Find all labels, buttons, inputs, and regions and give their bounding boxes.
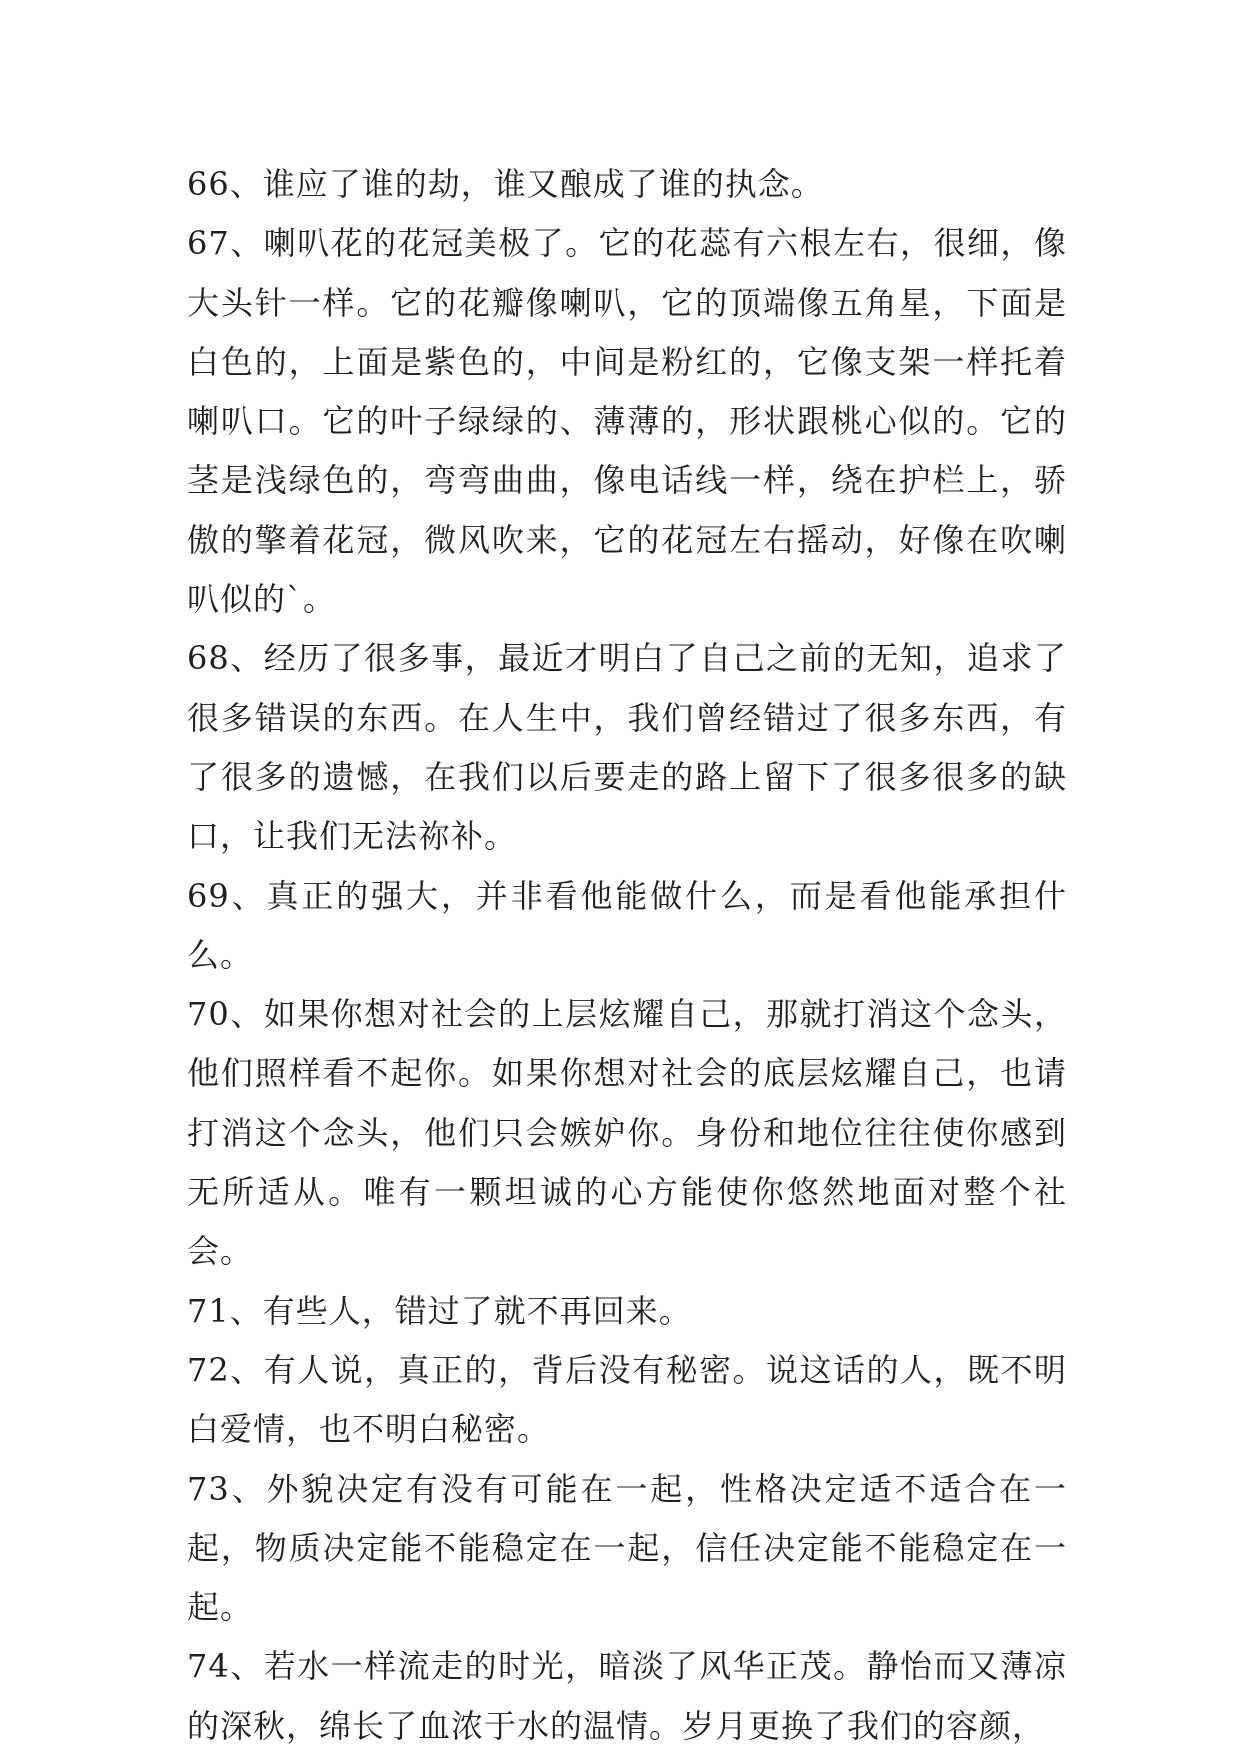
paragraph-71: 71、有些人，错过了就不再回来。 [187,1291,692,1330]
paragraph-68: 68、经历了很多事，最近才明白了自己之前的无知，追求了很多错误的东西。在人生中，我们曾经错过了很多东西，有了很多的遗憾，在我们以后要走的路上留下了很多很多的缺口，让我们无法祢补。 [187,639,1067,856]
paragraph-73: 73、外貌决定有没有可能在一起，性格决定适不适合在一起，物质决定能不能稳定在一起，信任决定能不能稳定在一起。 [187,1469,1067,1627]
paragraph-70: 70、如果你想对社会的上层炫耀自己，那就打消这个念头，他们照样看不起你。如果你想对社会的底层炫耀自己，也请打消这个念头，他们只会嫉妒你。身份和地位往往使你感到无所适从。唯有一颗坦诚的心方能使你悠然地面对整个社会。 [187,995,1067,1271]
paragraph-67: 67、喇叭花的花冠美极了。它的花蕊有六根左右，很细，像大头针一样。它的花瓣像喇叭，它的顶端像五角星，下面是白色的，上面是紫色的，中间是粉红的，它像支架一样托着喇叭口。它的叶子绿绿的、薄薄的，形状跟桃心似的。它的茎是浅绿色的，弯弯曲曲，像电话线一样，绕在护栏上，骄傲的擎着花冠，微风吹来，它的花冠左右摇动，好像在吹喇叭似的`。 [187,224,1067,619]
paragraph-72: 72、有人说，真正的，背后没有秘密。说这话的人，既不明白爱情，也不明白秘密。 [187,1350,1067,1449]
paragraph-69: 69、真正的强大，并非看他能做什么，而是看他能承担什么。 [187,876,1067,974]
paragraph-74: 74、若水一样流走的时光，暗淡了风华正茂。静怡而又薄凉的深秋，绵长了血浓于水的温情。岁月更换了我们的容颜， [187,1647,1067,1745]
document-body [187,155,1067,1756]
paragraph-66: 66、谁应了谁的劫，谁又酿成了谁的执念。 [187,165,824,203]
